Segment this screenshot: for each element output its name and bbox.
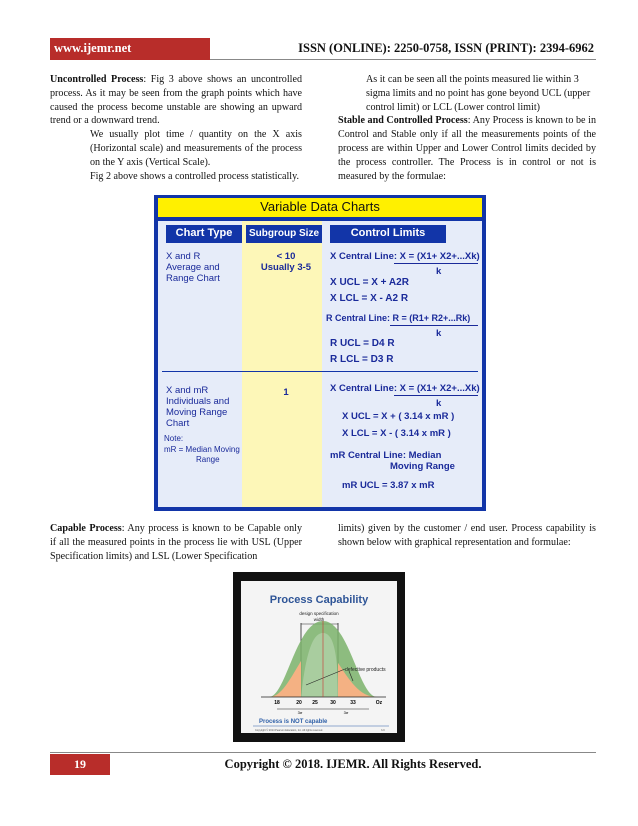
row1-r-fraction-bar xyxy=(390,325,478,326)
left-column-bottom xyxy=(50,522,302,563)
page-header xyxy=(50,38,596,60)
page-number: 19 xyxy=(50,754,110,775)
defect-label: defective products xyxy=(345,667,386,673)
row1-r-central-k: k xyxy=(436,328,442,339)
row1-x-central-line: X Central Line: X = (X1+ X2+...Xk) xyxy=(330,251,480,262)
sigma-limits-paragraph: As it can be seen all the points measured lie within 3 sigma limits and no point has gone beyond UCL (upper control limit) or LCL (Lower control limit) xyxy=(366,74,591,113)
process-capability-figure xyxy=(233,572,405,742)
journal-site: www.ijemr.net xyxy=(50,38,210,60)
row2-x-ucl: X UCL = X + ( 3.14 x mR ) xyxy=(342,411,455,422)
row2-x-lcl: X LCL = X - ( 3.14 x mR ) xyxy=(342,428,451,439)
row2-note-label: Note: xyxy=(164,434,184,443)
row1-x-lcl: X LCL = X - A2 R xyxy=(330,293,409,304)
stable-process-text: : Any Process is known to be in Control and Stable only if all the measurements points of the process are within Upper and Lower Control limits decided by the process controller. The Process is in control or not is measured by the formulae: xyxy=(338,115,596,182)
row2-type-line1: X and mR xyxy=(166,385,209,396)
row2-size: 1 xyxy=(283,387,289,398)
tick-25: 25 xyxy=(312,700,318,706)
tick-oz: Oz xyxy=(375,700,383,706)
row1-r-lcl: R LCL = D3 R xyxy=(330,354,394,365)
row2-x-central-k: k xyxy=(436,398,442,409)
row2-x-central-line: X Central Line: X = (X1+ X2+...Xk) xyxy=(330,383,480,394)
issn-line: ISSN (ONLINE): 2250-0758, ISSN (PRINT): 2394-6962 xyxy=(210,38,596,60)
not-capable-label: Process is NOT capable xyxy=(259,719,328,725)
uncontrolled-process-text: : Fig 3 above shows an uncontrolled process. As it may be seen from the graph points which have caused the process become unstable are showing an upward trend or a downward trend. xyxy=(50,74,302,127)
row1-size-line1: < 10 xyxy=(276,251,296,262)
tick-20: 20 xyxy=(296,700,302,706)
process-capability-slide xyxy=(241,581,397,733)
row2-type-line3: Moving Range xyxy=(166,407,228,418)
row1-x-ucl: X UCL = X + A2R xyxy=(330,277,409,288)
variable-data-charts-figure xyxy=(154,195,486,511)
row2-mr-central-line1: mR Central Line: Median xyxy=(330,450,442,461)
slide-page-number: 3-9 xyxy=(381,729,385,732)
left-column-top xyxy=(50,73,302,183)
tick-30: 30 xyxy=(330,700,336,706)
row1-fraction-bar xyxy=(394,263,478,264)
figure-table xyxy=(158,221,482,507)
slide-copyright: Copyright © 2014 Pearson Education, Inc. All rights reserved. xyxy=(255,729,323,732)
figure-title: Variable Data Charts xyxy=(158,198,482,217)
row2-note-line2: Range xyxy=(196,455,220,464)
row1-size-line2: Usually 3-5 xyxy=(260,262,312,273)
stable-process-heading: Stable and Controlled Process xyxy=(338,115,468,127)
stable-process-paragraph xyxy=(338,114,596,183)
page-footer xyxy=(50,752,596,774)
capability-graphic xyxy=(241,581,397,733)
sigma-label-left: 3σ xyxy=(297,710,303,715)
row2-type-line2: Individuals and xyxy=(166,396,230,407)
chart-type-header: Chart Type xyxy=(166,225,242,243)
subgroup-size-header: Subgroup Size xyxy=(246,225,322,243)
row1-x-central-k: k xyxy=(436,266,442,277)
row1-type-line2: Average and xyxy=(166,262,220,273)
capability-title: Process Capability xyxy=(269,594,369,606)
uncontrolled-process-paragraph xyxy=(50,73,302,128)
sigma-label-right: 3σ xyxy=(343,710,349,715)
row1-type-line1: X and R xyxy=(166,251,201,262)
right-column-top xyxy=(338,73,596,183)
capable-process-heading: Capable Process xyxy=(50,523,122,534)
control-limits-header: Control Limits xyxy=(330,225,446,243)
row2-mr-central-line2: Moving Range xyxy=(390,461,455,472)
row2-fraction-bar xyxy=(394,395,478,396)
capable-process-text: : Any process is known to be Capable only if all the measured points in the process lie with USL (Upper Specification limits) and LSL (Lower Specification xyxy=(50,523,302,562)
capable-process-paragraph xyxy=(50,522,302,563)
tick-33: 33 xyxy=(350,700,356,706)
row2-note-line1: mR = Median Moving xyxy=(164,445,240,454)
spec-label-line2: width xyxy=(313,617,325,622)
row1-type-line3: Range Chart xyxy=(166,273,220,284)
row2-type-line4: Chart xyxy=(166,418,190,429)
right-column-bottom xyxy=(338,522,596,550)
tick-18: 18 xyxy=(274,700,280,706)
row-separator xyxy=(162,371,478,372)
row1-r-ucl: R UCL = D4 R xyxy=(330,338,395,349)
spec-label-line1: design specification xyxy=(299,611,339,616)
capability-paragraph: limits) given by the customer / end user. Process capability is shown below with graphical representation and formulae: xyxy=(338,523,596,548)
axis-paragraph: We usually plot time / quantity on the X axis (Horizontal scale) and measurements of the process on the Y axis (Vertical Scale). xyxy=(90,129,302,168)
row2-mr-ucl: mR UCL = 3.87 x mR xyxy=(342,480,435,491)
fig2-paragraph: Fig 2 above shows a controlled process statistically. xyxy=(90,170,300,182)
row1-r-central-line: R Central Line: R = (R1+ R2+...Rk) xyxy=(326,313,471,323)
uncontrolled-process-heading: Uncontrolled Process xyxy=(50,74,144,85)
footer-copyright: Copyright © 2018. IJEMR. All Rights Reserved. xyxy=(224,757,482,771)
